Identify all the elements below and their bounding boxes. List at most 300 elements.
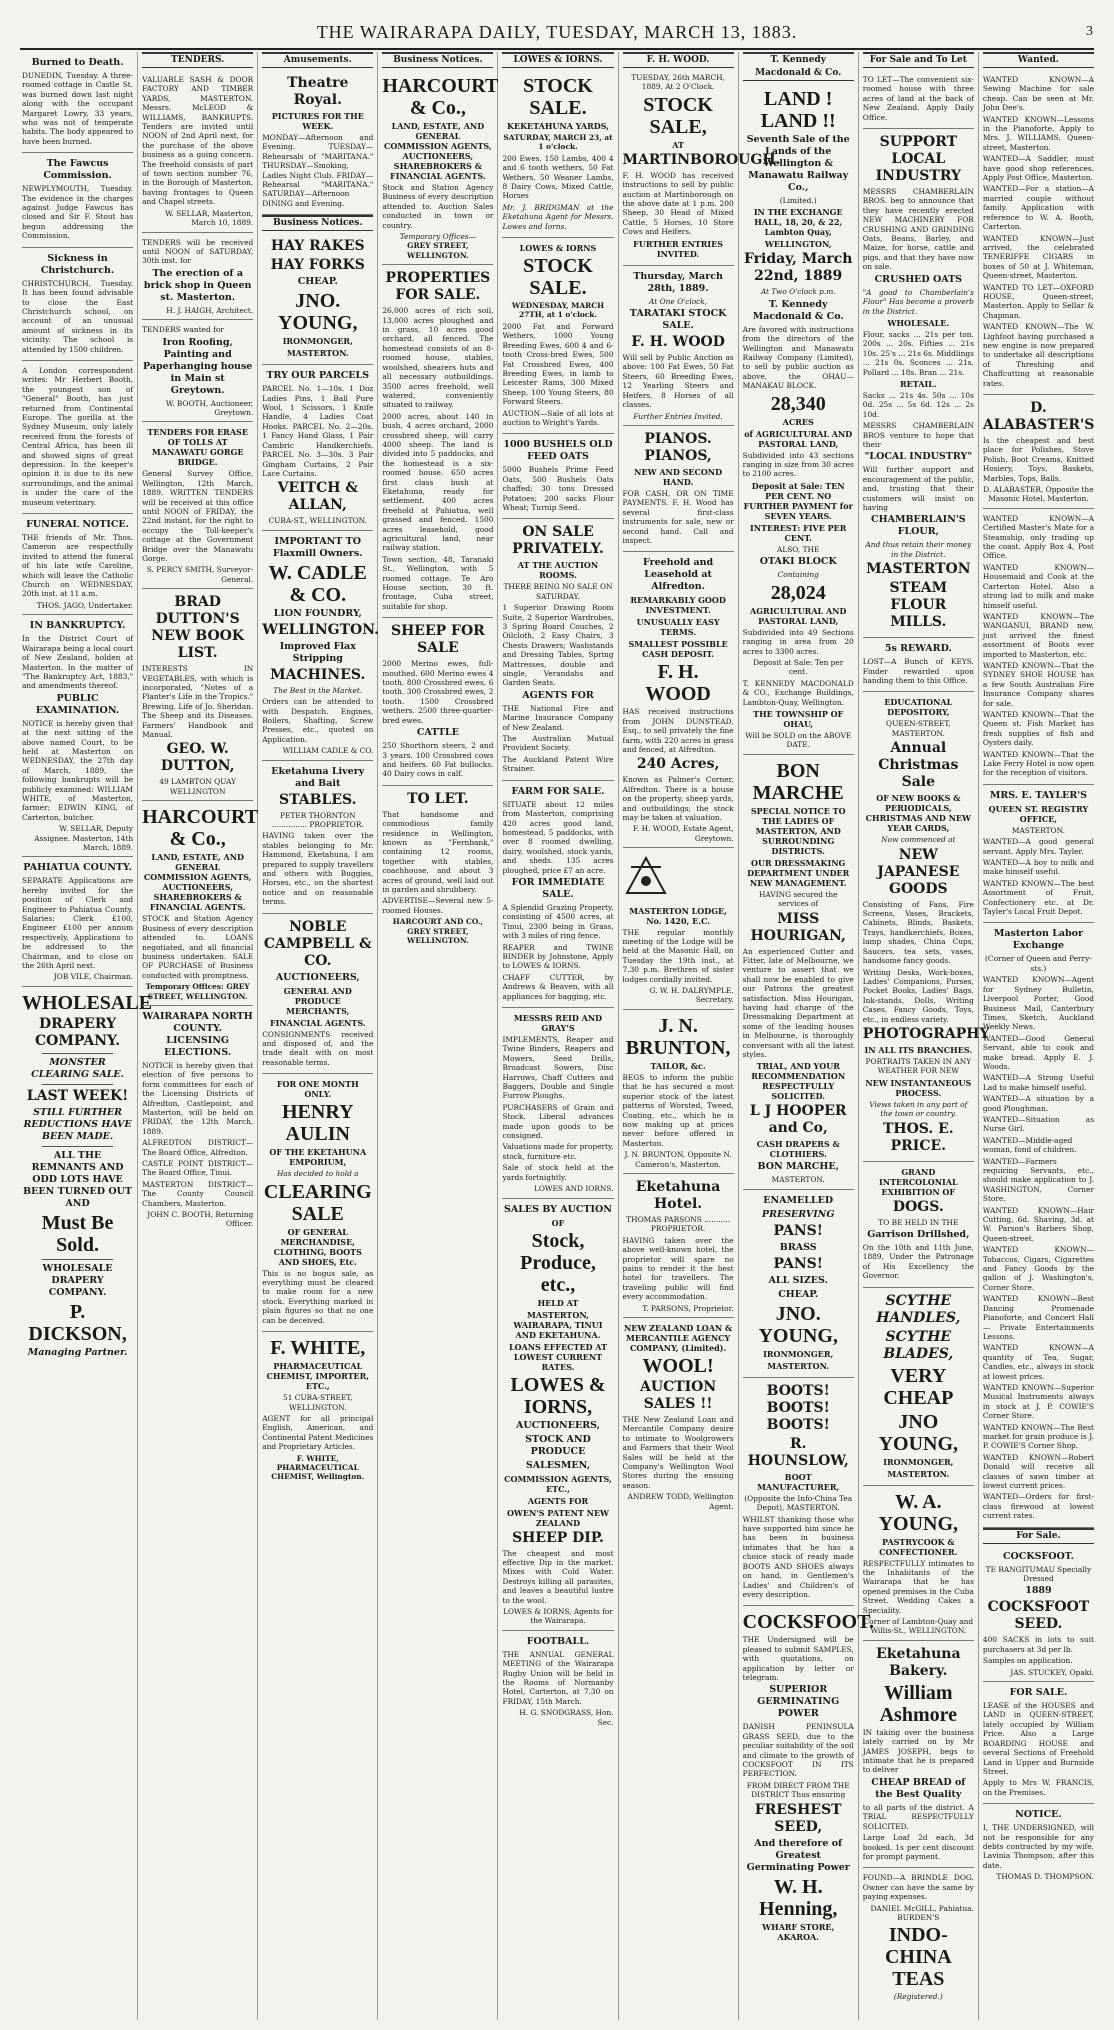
classified-ad: WANTED KNOWN—Tobaccos, Cigars, Cigarettes and Fancy Goods by the gallon of J. Washington's, Corner Store. [982, 1245, 1094, 1292]
ad-headline: CLEARING SALE [263, 1180, 372, 1225]
classified-ad: WANTED KNOWN—A Sewing Machine for sale cheap. Can be seen at Mr. John Dee's. [982, 75, 1094, 113]
column-3 [258, 52, 378, 2020]
ad-headline: ON SALE PRIVATELY. [512, 524, 604, 558]
ad-text: AGENT for all principal English, American, and Continental Patent Medicines and Proprietary Articles. [262, 1413, 374, 1452]
ad-text: The Auckland Patent Wire Strainer. [502, 754, 614, 774]
ad-text: HAVING taken over the stables belonging to Mr. Hammond, Eketahuna, I am prepared to supply travellers and others with Buggies, Horses, etc., on the shortest notice and on reasonable terms. [262, 831, 374, 907]
ad-text: RESPECTFULLY intimates to the Inhabitants of the Wairarapa that he has opened premises in the Cuba Street. Wedding Cakes a Speciality. [862, 1558, 974, 1615]
tender-signature: H. J. HAIGH, Architect. [166, 305, 254, 315]
ad-headline: OTAKI BLOCK [759, 556, 837, 568]
classified-ad: WANTED—Good General Servant, able to cook and make bread. Apply E. J. Woods. [982, 1033, 1094, 1071]
ad-subhead: STOCK AND PRODUCE [525, 1433, 591, 1457]
ad-text: MESSRS CHAMBERLAIN BROS. beg to announce that they have recently erected NEW MACHINERY FOR CRUSHING AND GRINDING Oats, Beans, Barley, and Maize, for horse, cattle and pigs, and that they have now on sale. [862, 187, 974, 272]
notice-text: THE friends of Mr. Thos. Cameron are respectfully invited to attend the funeral of his late wife Caroline, which will leave the Catholic Church on WEDNESDAY, 20th inst. at 11 a.m. [22, 533, 134, 599]
ad-text: STOCK and Station Agency Business of every description attended to. LOANS negotiated, and all financial business undertaken. SALE OF PURCHASE of Business conducted with promptness. [142, 914, 254, 980]
ad-headline: W. A. YOUNG, [878, 1490, 959, 1535]
ad-headline: MASTERTON [866, 561, 971, 578]
ad-headline: BOOTS! BOOTS! BOOTS! [766, 1382, 830, 1433]
section-heading: F. H. WOOD. [623, 52, 734, 68]
ad-headline: 1000 BUSHELS OLD FEED OATS [503, 439, 613, 463]
ad-text: to all parts of the district. A TRIAL RESPECTFULLY SOLICITED. [862, 1802, 974, 1831]
ad-headline: Stock, Produce, etc., [520, 1229, 596, 1296]
ad-headline: STABLES. [279, 791, 357, 808]
ad-headline: VERY CHEAP [883, 1364, 954, 1409]
ad-text: 5000 Bushels Prime Feed Oats, 500 Bushels Oats chaffed; 30 tons Dressed Potatoes; 200 sacks Flour Wheat; Turnip Seed. [502, 465, 614, 512]
ad-subhead: AUCTIONEERS, [275, 971, 360, 983]
ad-subhead: OF NEW BOOKS & PERIODICALS, CHRISTMAS AND NEW YEAR CARDS, [865, 793, 971, 834]
ad-signature: D. ALABASTER, Opposite the Masonic Hotel, Masterton. [983, 485, 1094, 504]
ad-address: 49 LAMBTON QUAY WELLINGTON [159, 777, 237, 796]
ad-subhead: NEW AND SECOND HAND. [634, 466, 723, 487]
headline: The Fawcus Commission. [43, 158, 112, 182]
classified-ad: WANTED KNOWN—The best Assortment of Fruit, Confectionery etc. at Dr. Tayler's Local Fruit Depot. [982, 878, 1094, 917]
ad-text: (Corner of Queen and Perry-sts.) [985, 954, 1092, 973]
notice-text: CASTLE POINT DISTRICT—The Board Office, Tinui. [142, 1159, 254, 1178]
ad-subhead: OUR DRESSMAKING DEPARTMENT UNDER NEW MANAGEMENT. [747, 857, 850, 888]
ad-headline: MESSRS REID AND GRAY'S [513, 1013, 603, 1033]
ad-headline: STEAM FLOUR MILLS. [889, 580, 948, 631]
notice-signature: JOHN C. BOOTH, Returning Officer. [147, 1210, 254, 1229]
ad-subhead: CHAMBERLAIN'S FLOUR, [871, 514, 966, 538]
ad-headline: Garrison Drillshed, [867, 1228, 970, 1240]
ad-text: HAVING taken over the above well-known hotel, the proprietor will spare no pains to render it the best hotel for travellers. The traveling public will find every accommodation. [622, 1235, 734, 1302]
ad-signature: LOWES AND IORNS. [533, 1184, 614, 1194]
ad-text: HAS received instructions from JOHN DUNSTEAD, Esq., to sell privately the fine farm, with 220 acres in grass and fenced, at Alfredton. [622, 707, 734, 754]
ad-subhead: IRONMONGER, [282, 336, 353, 347]
ad-subhead: WELLINGTON, [764, 239, 832, 250]
headline: Burned to Death. [31, 57, 124, 68]
ad-subhead: SMALLEST POSSIBLE CASH DEPOSIT. [628, 639, 728, 660]
ad-text: Is the cheapest and best place for Polishes, Stove Polish, Boot Creams, Knitted Hosiery, Toys, Baskets, Marbles, Tops, Balls. [982, 436, 1094, 483]
ad-subhead: GRAND INTERCOLONIAL EXHIBITION OF [879, 1166, 958, 1197]
ad-headline: CATTLE [416, 727, 459, 739]
ad-signature: F. WHITE, PHARMACEUTICAL CHEMIST, Wellington. [271, 1453, 365, 1482]
ad-subhead: RETAIL. [900, 378, 937, 389]
ad-subhead: WHOLESALE. [887, 317, 950, 328]
classified-ad: WANTED—A good general servant. Apply Mrs. Tayler. [982, 837, 1094, 856]
ad-subhead: QUEEN ST. REGISTRY OFFICE, [988, 803, 1089, 824]
ad-headline: MARTINBOROUGH. [622, 151, 781, 168]
ad-subhead: CHEAP. [778, 1288, 819, 1300]
ad-text: Will be SOLD on the ABOVE DATE. [745, 730, 852, 750]
ad-headline: MISS HOURIGAN, [750, 910, 846, 944]
notice-text: MASTERTON DISTRICT—The County Council Chambers, Masterton. [142, 1179, 254, 1208]
ad-headline: PIANOS. PIANOS, [644, 430, 712, 464]
ad-headline: Freehold and Leasehold at Alfredton. [643, 557, 714, 593]
notice-text: NOTICE is hereby given that at the next sitting of the above named Court, to be held at Masterton on WEDNESDAY, the 27th day of March, 1889, the following bankrupts will be publicly examined: WILLIAM WHITE, of Masterton, farmer; EDWIN KING, of Carterton, butcher. [22, 718, 134, 822]
article-text: DUNEDIN, Tuesday. A three-roomed cottage in Castle St. was burned down last night along with the occupant Margaret Lowry, 33 years, who was not of temperate habits. The body appeared to have been burned. [22, 71, 134, 146]
ad-text: TO BE HELD IN THE [878, 1217, 959, 1227]
classified-ad: WANTED KNOWN—Lessons in the Pianoforte. Apply to Mrs. J. WILLIAMS, Queen-street, Masterton. [982, 114, 1094, 152]
ad-headline: 28,340 [770, 392, 826, 415]
ad-subhead: AT THE AUCTION ROOMS. [517, 560, 599, 581]
ad-subhead: MASTERTON. [286, 348, 349, 359]
section-heading: LOWES & IORNS. [502, 52, 613, 68]
ad-signature: HARCOURT AND CO., GREY STREET, WELLINGTON. [392, 917, 483, 945]
ad-subhead: BON MARCHE, [757, 1161, 839, 1173]
ad-headline: MRS. E. TAYLER'S [989, 789, 1088, 801]
ad-text: "A good to Chamberlain's Flour" Has become a proverb in the District. [862, 287, 974, 316]
ad-text: The Best in the Market. [273, 685, 363, 695]
section-heading: For Sale and To Let [863, 52, 974, 68]
ad-subhead: WHARF STORE, AKAROA. [762, 1921, 835, 1942]
ad-headline: F. WHITE, [270, 1337, 366, 1360]
ad-signature: J. N. BRUNTON, Opposite N. Cameron's, Masterton. [624, 1150, 732, 1169]
tender-text: TENDERS wanted for [142, 325, 224, 335]
section-heading: T. Kennedy Macdonald & Co. [743, 52, 854, 81]
ad-subhead: NEW ZEALAND LOAN & MERCANTILE AGENCY COMPANY, (Limited). [623, 1323, 733, 1353]
ad-headline: SUPPORT LOCAL INDUSTRY [875, 134, 962, 185]
ad-text: (Opposite the Info-China Tea Depot), MASTERTON. [744, 1493, 853, 1513]
ad-headline: NOTICE. [1015, 1809, 1062, 1821]
ad-headline: FOR IMMEDIATE SALE. [511, 876, 605, 900]
ad-subhead: SPECIAL NOTICE TO THE LADIES OF MASTERTON, AND SURROUNDING DISTRICTS. [750, 805, 846, 856]
classified-ad: WANTED TO LET—OXFORD HOUSE, Queen-street, Masterton. Apply to Sellar & Chapman. [982, 282, 1094, 320]
column-5 [498, 52, 618, 2020]
ad-headline: FOR SALE. [1009, 1687, 1068, 1699]
ad-headline: 28,024 [770, 581, 826, 604]
ad-subhead: KEKETAHUNA YARDS, [507, 121, 609, 131]
notice-text: THE regular monthly meeting of the Lodge will be held at the Masonic Hall, on Tuesday the 19th inst., at 7.30 p.m. Brethren of sister lodges cordially invited. [622, 927, 734, 984]
ad-text: IMPLEMENTS, Reaper and Twine Binders, Reapers and Mowers, Seed Drills, Broadcast Sowers, Disc Harrows, Chaff Cutters and Baggers, Double and Single Furrow Ploughs. [502, 1035, 614, 1101]
classified-ad: WANTED—Orders for first-class firewood at lowest current rates. [982, 1492, 1094, 1521]
ad-headline: Eketahuna Hotel. [635, 1178, 721, 1212]
headline: PUBLIC EXAMINATION. [35, 692, 120, 716]
ad-text: TE RANGITUMAU Specially Dressed [985, 1564, 1092, 1584]
ad-headline: LAST WEEK! [26, 1087, 129, 1104]
ad-text: SATURDAY, MARCH 23, at 1 o'clock. [503, 133, 613, 152]
ad-subhead: of AGRICULTURAL AND PASTORAL LAND, [744, 428, 853, 449]
classified-ad: WANTED KNOWN—Housemaid and Cook at the Carterton Hotel. Also a strong lad to milk and make himself useful. [982, 562, 1094, 610]
ad-subhead: STILL FURTHER REDUCTIONS HAVE BEEN MADE. [23, 1106, 132, 1142]
ad-subhead: PICTURES FOR THE WEEK. [271, 111, 364, 131]
ad-text: Apply to Mrs W. FRANCIS, on the Premises. [982, 1778, 1094, 1797]
ad-subhead: FURTHER ENTRIES INVITED. [633, 238, 724, 259]
article-text: A London correspondent writes: Mr Herbert Booth, the youngest son of "General" Booth, has just returned from Continental Europe. The gorilla at the Sydney Museum, only lately received from the forests of Central Africa, has been ill and showed signs of great depression. In the keeper's opinion it is due to its new surroundings, and the animal is under the care of the museum veterinary. [22, 365, 134, 507]
ad-text: MONDAY—Afternoon and Evening. TUESDAY—Rehearsals of "MARITANA." THURSDAY—Smoking, Ladies Night Club. FRIDAY—Rehearsal "MARITANA." SATURDAY—Afternoon DINING and Evening. [262, 133, 374, 208]
classified-ad: WANTED KNOWN—That the Lake Ferry Hotel is now open for the reception of visitors. [982, 749, 1094, 778]
tender-text: General Survey Office, Wellington, 12th March, 1889. WRITTEN TENDERS will be received at this office until NOON of FRIDAY, the 22nd instant, for the right to occupy the Toll-keeper's cottage at the Government Bridge over the Manawatu Gorge. [142, 469, 254, 563]
ad-headline: BRASS [779, 1241, 817, 1253]
ad-subhead: And therefore of Greatest Germinating Power [746, 1837, 850, 1873]
ad-headline: HAY FORKS [270, 257, 365, 274]
ad-text: Will sell by Public Auction as above: 100 Fat Ewes, 50 Fat Steers, 60 Breeding Ewes, 12 Yearling Steers and Heifers, 8 Horses of all classes. [622, 353, 734, 410]
ad-subhead: IMPORTANT TO Flaxmill Owners. [273, 535, 363, 559]
column-2 [138, 52, 258, 2020]
article-text: CHRISTCHURCH, Tuesday. It has been found advisable to close the East Christchurch school, on account of an unusual amount of sickness in its vicinity. The school is attended by 1500 children. [22, 278, 134, 354]
ad-address: 51 CUBA-STREET, WELLINGTON. [283, 1393, 353, 1412]
ad-headline: MACHINES. [270, 666, 366, 683]
ad-text: And thus retain their money in the District. [865, 540, 972, 559]
ad-headline: Iron Roofing, Painting and Paperhanging house in Main st Greytown. [142, 336, 253, 396]
ad-subhead: AT [672, 139, 684, 150]
notice-text: SEPARATE Applications are hereby invited for the position of Clerk and Engineer to Pahiatua County. Salaries: Clerk £100, Engineer £100 per annum respectively. Applications to be addressed to the Chairman, and to close on the 26th April next. [22, 876, 134, 971]
ad-subhead: COMMISSION AGENTS, ETC., [504, 1473, 612, 1494]
ad-headline: PHOTOGRAPHY [862, 1025, 990, 1042]
ad-address: GREY STREET, WELLINGTON. [407, 241, 469, 260]
ad-text: FOUND—A BRINDLE DOG. Owner can have the same by paying expenses. [862, 1873, 974, 1902]
ad-signature: F. H. WOOD, Estate Agent, Greytown. [632, 824, 734, 843]
ad-subhead: OF [551, 1217, 565, 1228]
ad-text: Containing [777, 570, 819, 580]
ad-headline: WELLINGTON. [262, 621, 379, 638]
ad-text: The cheapest and most effective Dip in the market. Mixes with Cold Water. Destroys killing all parasites, and leaves a beautiful lustre to the wool. [502, 1548, 614, 1605]
ad-subhead: SALESMEN, [525, 1459, 591, 1471]
ad-subhead: PHARMACEUTICAL CHEMIST, IMPORTER, ETC., [266, 1361, 370, 1392]
ad-text: CHAFF CUTTER, by Andrews & Beaven, with all appliances for bagging, etc. [502, 972, 614, 1001]
ad-text: 2000 acres, about 140 in bush, 4 acres orchard, 2000 crossbred sheep, will carry 4000 sheep. The land is divided into 5 paddocks, and the homestead is a six-roomed house. 650 acres first class bush at Eketahuna, ready for settlement. 400 acres freehold at Pahiatua, well grassed and fenced. 1500 acres leasehold, good agricultural land, near railway station. [382, 411, 494, 553]
notice-text: THE ANNUAL GENERAL MEETING of the Wairarapa Rugby Union will be held in the Rooms of Normanby Hotel, Carterton, at 7.30 on FRIDAY, 15th March. [502, 1649, 614, 1706]
classified-ad: WANTED KNOWN—The W. Lighfoot having purchased a new engine is now prepared to undertake all descriptions of Threshing and Chaffcutting at reasonable rates. [982, 322, 1094, 388]
ad-subhead: THE TOWNSHIP OF OHAU, [753, 708, 844, 729]
ad-text: 2000 Fat and Forward Wethers, 1000 Young Breeding Ewes, 600 4 and 6-tooth Cross-bred Ewes, 500 Fat Crossbred Ewes, 400 Breeding Ewes, in lamb to Leicester Rams, 300 Mixed Sheep, 100 Young Steers, 80 Forward Steers. [502, 321, 614, 407]
ad-headline: INDO-CHINA TEAS [884, 1924, 952, 1991]
ad-text: LEASE of the HOUSES and LAND in QUEEN-STREET, lately occupied by William Price. Also a Large BOARDING HOUSE and several Sections of Freehold Land in Upper and Burnside Street. [982, 1701, 1094, 1776]
ad-subhead: ACRES [782, 416, 814, 427]
ad-text: A Splendid Grazing Property, consisting of 4500 acres, at Tinui, 2300 being in Grass, with 3 miles of ring fence. [502, 902, 614, 941]
ad-subhead: OWEN'S PATENT NEW ZEALAND [506, 1507, 610, 1528]
ad-text: Sale of stock held at the yards fortnightly. [502, 1163, 614, 1182]
ad-address: Corner of Lambton-Quay and Willis-St., WELLINGTON. [863, 1617, 974, 1636]
ad-subhead: OF GENERAL MERCHANDISE, CLOTHING, BOOTS AND SHOES, Etc. [273, 1226, 362, 1267]
ad-headline: SHEEP FOR SALE [390, 623, 485, 657]
price-list: Flour, sacks ... 21s per ton. 200s ... 20s. Fifties ... 21s 10s. 25's ... 21s 6s. Middlings ... 21s 0s. Sconces ... 21s. Pollard ... 18s. Bran ... 21s. [862, 329, 974, 377]
ad-headline: D. ALABASTER'S [982, 400, 1095, 433]
ad-text: TUESDAY, 26th MARCH, 1889, At 2 O'Clock. [631, 73, 725, 92]
ad-text: FOR CASH, OR ON TIME PAYMENTS. F. H. Wood has several first-class instruments for sale, new or second hand. Call and inspect. [622, 488, 734, 545]
masonic-emblem-icon [623, 855, 669, 897]
ad-text: The Australian Mutual Provident Society. [502, 734, 614, 753]
ad-text: 250 Shorthorn steers, 2 and 3 years. 100 Crossbred cows and heifers. 60 Fat bullocks. 40 Dairy cows in calf. [382, 741, 494, 779]
ad-text: THE Undersigned will be pleased to submit SAMPLES, with quotations, on application by letter or telegram. [742, 1635, 854, 1682]
ad-subhead: Seventh Sale of the Lands of the Wellington & Manawatu Railway Co., [746, 134, 850, 193]
ad-text: BEGS to inform the public that he has secured a most superior stock of the latest patterns of Worsted, Tweed, Coating, etc., which he is now making up at prices never before offered in Masterton. [622, 1072, 734, 1148]
ad-text: IN taking over the business lately carried on by Mr JAMES JOSEPH, begs to intimate that he is prepared to deliver [862, 1727, 974, 1775]
classified-ad: WANTED—Farmers requiring Servants, etc., should make application to J. WASHINGTON, Corner Store. [982, 1156, 1094, 1204]
ad-text: LOST—A Bunch of KEYS. Finder rewarded upon handing them to this Office. [862, 657, 974, 686]
ad-headline: WOOL! [642, 1355, 714, 1377]
ad-headline: SCYTHE HANDLES, [876, 1292, 961, 1326]
ad-text: Known as Palmer's Corner, Alfredton. There is a house on the property, sheep yards, and outbuildings; the stock may be taken at valuation. [622, 775, 734, 822]
ad-signature: T. PARSONS, Proprietor. [642, 1303, 734, 1313]
ad-headline: WHOLESALE [22, 991, 153, 1014]
classified-ad: WANTED KNOWN—A quantity of Tea, Sugar, Candles, etc., always in stock at lowest prices. [982, 1343, 1094, 1381]
ad-text: 26,000 acres of rich soil, 13,000 acres ploughed and in grass, 10 acres good orchard, all fenced. The homestead consists of an 8-roomed house, stables, woolshed, shearers huts and all necessary outbuildings. 3500 acres freehold, well watered, conveniently situated to railway. [382, 306, 494, 410]
ad-signature: WILLIAM CADLE & CO. [282, 746, 374, 756]
ad-headline: LAND ! LAND !! [760, 88, 836, 132]
ad-headline: NEW JAPANESE GOODS [877, 846, 960, 897]
ad-text: REAPER and TWINE BINDER by Johnstone, Apply to LOWES & IORNS. [502, 942, 614, 971]
ad-text: MESSRS CHAMBERLAIN BROS venture to hope that their [862, 421, 974, 449]
ad-headline: LOWES & IORNS, [510, 1373, 606, 1418]
ad-headline: Eketahuna Livery and Bait [271, 765, 365, 789]
ad-subhead: Managing Partner. [27, 1346, 128, 1358]
article-text: NEWPLYMOUTH, Tuesday. The evidence in the charges against Judge Fawcus has closed and Sir F. Stout has begun addressing the Commission. [22, 184, 134, 241]
column-7 [739, 52, 874, 2020]
classified-ad: WANTED—A Strong Useful Lad to make himself useful. [982, 1073, 1094, 1092]
ad-text: (Registered.) [893, 1992, 943, 2002]
ad-headline: TARATAKI STOCK SALE. [629, 308, 727, 332]
columns [18, 52, 1098, 2020]
ad-headline: TO LET. [407, 790, 469, 807]
ad-subhead: LAND, ESTATE, AND GENERAL COMMISSION AGENTS, AUCTIONEERS, SHAREBROKERS & FINANCIAL AGENTS. [384, 121, 492, 181]
ad-text: Has decided to hold a [276, 1169, 359, 1179]
ad-text: F. H. WOOD has received instructions to sell by public auction at Martinborough on the above date at 1 p.m. 200 Sheep, 30 Head of Mixed Cattle, 5 Horses, 10 Store Cows and Heifers. [622, 170, 734, 237]
ad-subhead: TRIAL, AND YOUR RECOMMENDATION RESPECTFULLY SOLICITED. [751, 1061, 846, 1102]
ad-text: Writing Desks, Work-boxes, Ladies' Companions, Purses, Pocket Books, Ladies' Bags, Ink-stands, Dolls, Writing Cases, Fancy Goods, Toys, etc., in endless variety. [862, 967, 974, 1024]
notice-signature: W. SELLAR, Deputy Assignee. Masterton, 14th March, 1889. [34, 824, 134, 852]
section-heading: Business Notices. [382, 52, 493, 68]
ad-subhead: PETER THORNTON ............... PROPRIETOR. [271, 810, 364, 829]
notice-signature: G. W. H. DALRYMPLE, Secretary. [649, 986, 734, 1005]
ad-text: Temporary Offices— [399, 232, 477, 242]
ad-headline: FARM FOR SALE. [511, 785, 605, 797]
headline: FUNERAL NOTICE. [26, 519, 129, 531]
ad-subhead: CRUSHED OATS [874, 273, 963, 285]
ad-text: Now commenced at [881, 835, 956, 845]
ad-headline: JNO YOUNG, [878, 1410, 959, 1455]
ad-subhead: "LOCAL INDUSTRY" [864, 451, 973, 463]
ad-text: An experienced Cutter and Fitter, late of Melbourne, we venture to assert that we shall now be enabled to give our Patrons the greatest satisfaction. Miss Hourigan, having had charge of the Dressmaking Department at some of the leading houses in Melbourne, is thoroughly conversant with all the latest styles. [742, 946, 854, 1060]
ad-subhead: FOR ONE MONTH ONLY. [276, 1079, 359, 1100]
notice-signature: H. G. SNODGRASS, Hon. Sec. [519, 1708, 614, 1727]
notice-text: ALFREDTON DISTRICT—The Board Office, Alfredton. [142, 1138, 254, 1157]
ad-subhead: SALES BY AUCTION [504, 1203, 612, 1215]
ad-headline: HARCOURT & Co., [142, 806, 259, 851]
ad-text: CONSIGNMENTS received and disposed of, and the trade dealt with on most reasonable terms. [262, 1029, 374, 1067]
classified-ad: WANTED KNOWN—Superior Musical Instruments always in stock at J. P. COWIE'S Corner Store. [982, 1382, 1094, 1421]
ad-text: Are favored with instructions from the directors of the Wellington and Manawatu Railway Company (Limited), to sell by public auction as above, the OHAU—MANAKAU BLOCK. [742, 324, 854, 391]
ad-headline: FRESHEST SEED, [754, 1801, 842, 1835]
tender-signature: S. PERCY SMITH, Surveyor-General. [146, 565, 254, 584]
ad-subhead: EDUCATIONAL DEPOSITORY, [884, 697, 953, 718]
ad-text: TO LET—The convenient six-roomed house with three acres of land at the back of New Zealand. Apply Daily Office. [862, 75, 974, 122]
headline: IN BANKRUPTCY. [29, 620, 126, 632]
ad-text: Town section, 48, Taranaki St., Wellington, with 5 roomed cottage. Te Aro House section, 30 ft. frontage, Cuba street, suitable for shop. [382, 554, 494, 611]
ad-headline: PANS! [773, 1222, 823, 1239]
ad-subhead: LOANS EFFECTED AT LOWEST CURRENT RATES. [508, 1341, 608, 1372]
ad-headline: The erection of a brick shop in Queen st. Masterton. [143, 267, 252, 303]
classified-ad: WANTED KNOWN—That the Queen st. Fish Market has fresh supplies of fish and Oysters daily. [982, 709, 1094, 748]
ad-headline: COCKSFOOT SEED. [987, 1599, 1090, 1633]
ad-subhead: Thursday, March 28th, 1889. [633, 270, 723, 294]
ad-signature: DANIEL McGILL, Pahiatua. [870, 1903, 974, 1913]
ad-subhead: HELD AT [537, 1297, 579, 1308]
ad-headline: PRESERVING [761, 1208, 835, 1220]
ad-subhead: FINANCIAL AGENTS. [269, 1017, 366, 1028]
ad-headline: DRAPERY COMPANY. [35, 1015, 121, 1049]
ad-text: (Limited.) [779, 196, 817, 205]
classified-ad: WANTED KNOWN—Just arrived, the celebrated TENERIFFE CIGARS in boxes of 50 at J. Whiteman, Queen-street, Masterton. [982, 233, 1094, 281]
ad-subhead: SUPERIOR GERMINATING POWER [757, 1684, 840, 1720]
notice-text: NOTICE is hereby given that election of five persons to form committees for each of the Licensing Districts of Alfredton, Castlepoint, and Masterton, will be held on FRIDAY, the 12th March, 1889. [142, 1060, 254, 1136]
ad-headline: BRAD DUTTON'S NEW BOOK LIST. [151, 594, 245, 662]
classified-ad: WANTED—Situation as Nurse Girl. [982, 1114, 1094, 1134]
ad-subhead: Improved Flax Stripping [279, 640, 356, 664]
ad-subhead: IRONMONGER, [883, 1456, 954, 1467]
headline: PAHIATUA COUNTY. [23, 862, 132, 874]
ad-text: MASTERTON. [1011, 825, 1065, 835]
ad-subhead: UNUSUALLY EASY TERMS. [636, 617, 720, 638]
ad-text: That handsome and commodious family residence in Wellington, known as "Fernbank," containing 12 rooms, together with stables, coachhouse, and about 3 acres of ground, well laid out in garden and shrubbery. [382, 809, 494, 894]
ad-text: 200 Ewes, 150 Lambs, 400 4 and 6 tooth wethers, 50 Fat Wethers, 50 Weaner Lambs, 8 Dairy Cows, Mixed Cattle, Horses [502, 153, 614, 201]
column-4 [378, 52, 498, 2020]
ad-subhead: LAND, ESTATE, AND GENERAL COMMISSION AGENTS, AUCTIONEERS, SHAREBROKERS & FINANCIAL AGENTS. [143, 852, 252, 913]
ad-text: Mr. J. BRIDGMAN at the Eketahuna Agent for Messrs. Lowes and Iorns. [502, 202, 614, 231]
ad-subhead: Deposit at Sale: TEN PER CENT. NO FURTHER PAYMENT for SEVEN YEARS. [743, 480, 853, 521]
ad-subhead: CASH DRAPERS & CLOTHIERS. [756, 1139, 840, 1160]
ad-text: Deposit at Sale: Ten per cent. [753, 657, 844, 677]
ad-headline: Must Be Sold. [41, 1211, 114, 1256]
ad-text: WHILST thanking those who have supported him since he has been in business intimates that he has a choice stock of ready made BOOTS AND SHOES always on hand, in Gentlemen's Ladies' and Children's of every description. [742, 1514, 854, 1599]
ad-headline: STOCK SALE. [523, 255, 593, 300]
ad-headline: FOOTBALL. [526, 1635, 590, 1647]
classified-ad: WANTED KNOWN—Best Dancing Promenade Pianoforte, and Concert Hall — Private Entertainments Lessons. [982, 1294, 1094, 1341]
ad-headline: P. DICKSON, [28, 1300, 127, 1345]
ad-headline: Theatre Royal. [287, 75, 349, 108]
section-heading: For Sale. [983, 1528, 1094, 1544]
ad-headline: Annual Christmas Sale [878, 740, 959, 791]
classified-ad: WANTED KNOWN—Agent for Sydney Bulletin, Liverpool Porter, Good Business Mail, Canterbury Times, Sketch, Auckland Weekly News. [982, 975, 1094, 1032]
ad-text: This is no bogus sale, as everything must be cleared to make room for a new stock. Everything marked in plain figures so that no one can be deceived. [262, 1268, 374, 1325]
classified-ad: WANTED—For a station—A married couple without family. Application with reference to W. A. Booth, Carterton. [982, 184, 1094, 232]
ad-subhead: AGRICULTURAL AND PASTORAL LAND, [750, 605, 847, 626]
section-heading: Business Notices. [262, 215, 373, 231]
ad-text: Consisting of Fans, Fire Screens, Vases, Brackets, Cabinets, Blinds, Baskets, Trays, handkerchiefs, Boxes, lamp shades, China Cups, Saucers, tea sets, vases, handsome fancy goods. [862, 899, 974, 966]
ad-subhead: LION FOUNDRY, [273, 607, 362, 619]
classified-ad: WANTED KNOWN—Hair Cutting, 6d. Shaving, 3d. at W. Parson's Barbers Shop, Queen-street. [982, 1205, 1094, 1243]
ad-headline: COCKSFOOT. [742, 1611, 874, 1634]
tender-signature: W. SELLAR, Masterton, March 10, 1889. [165, 208, 254, 228]
ad-headline: PANS! [773, 1255, 823, 1272]
ad-subhead: MONSTER CLEARING SALE. [31, 1056, 124, 1080]
ad-text: HAVING secured the services of [758, 889, 838, 909]
column-1 [18, 52, 153, 2020]
ad-text: Views taken in any part of the town or country. [869, 1099, 968, 1119]
notice-text: In the District Court of Wairarapa being a local court of New Zealand, holden at Masterton. In the matter of "The Bankruptcy Act, 1883," and amendments thereof. [22, 634, 134, 691]
ad-text: At Two O'clock p.m. [760, 287, 836, 297]
ad-headline: J. N. BRUNTON, [625, 1014, 731, 1059]
ad-headline: William Ashmore [879, 1681, 958, 1726]
ad-headline: PROPERTIES FOR SALE. [385, 270, 491, 304]
ad-headline: W. CADLE & CO. [268, 561, 367, 606]
ad-subhead: ALL THE REMNANTS AND ODD LOTS HAVE BEEN TURNED OUT AND [23, 1149, 132, 1209]
price-list: Sacks ... 21s 4s. 50s ... 10s 0d. 25s ... 5s 6d. 12s ... 2s 10d. [862, 390, 974, 419]
notice-signature: JOB VILE, Chairman. [53, 972, 134, 982]
ad-headline: 5s REWARD. [884, 643, 952, 655]
ad-text: BURDEN'S [897, 1912, 940, 1922]
ad-headline: STOCK SALE, [643, 93, 713, 138]
ad-text: Large Loaf 2d each, 3d booked. 1s per cent discount for prompt payment. [862, 1833, 974, 1861]
ad-text: INTERESTS IN VEGETABLES, with which is incorporated, "Notes of a Planter's Life in the Tropics." Brewing. Life of Jo. Sheridan. The Sheep and its Diseases. Farmers' Handbook and Manual. [142, 664, 254, 740]
ad-text: Subdivided into 49 Sections ranging in area from 20 acres to 3300 acres. [742, 627, 854, 656]
ad-headline: TENDERS FOR ERASE OF TOLLS AT MANAWATU GORGE BRIDGE. [147, 427, 248, 468]
headline: Sickness in Christchurch. [40, 252, 115, 276]
ad-headline: GEO. W. DUTTON, [160, 741, 235, 775]
ad-subhead: INTEREST: FIVE PER CENT. [750, 522, 847, 543]
ad-text: Will further support and encouragement of the public, and, trusting that their customers will insist on having [862, 465, 974, 512]
ad-headline: VEITCH & ALLAN, [277, 480, 358, 514]
tender-signature: W. BOOTH, Auctioneer, Greytown. [165, 398, 254, 417]
classified-ad: WANTED KNOWN—Robert Donald will receive all classes of sawn timber at lowest current prices. [982, 1452, 1094, 1490]
classified-ad: WANTED—A Saddler, must have good shop references. Apply Post Office, Masterton. [982, 154, 1094, 183]
ad-text: THE National Fire and Marine Insurance Company of New Zealand. [502, 703, 614, 732]
column-6 [619, 52, 781, 2020]
page-number: 3 [1086, 24, 1094, 39]
ad-signature: ANDREW TODD, Wellington Agent. [627, 1492, 734, 1511]
ad-subhead: 1889 [1025, 1585, 1052, 1597]
ad-subhead: BOOT MANUFACTURER, [757, 1471, 840, 1492]
